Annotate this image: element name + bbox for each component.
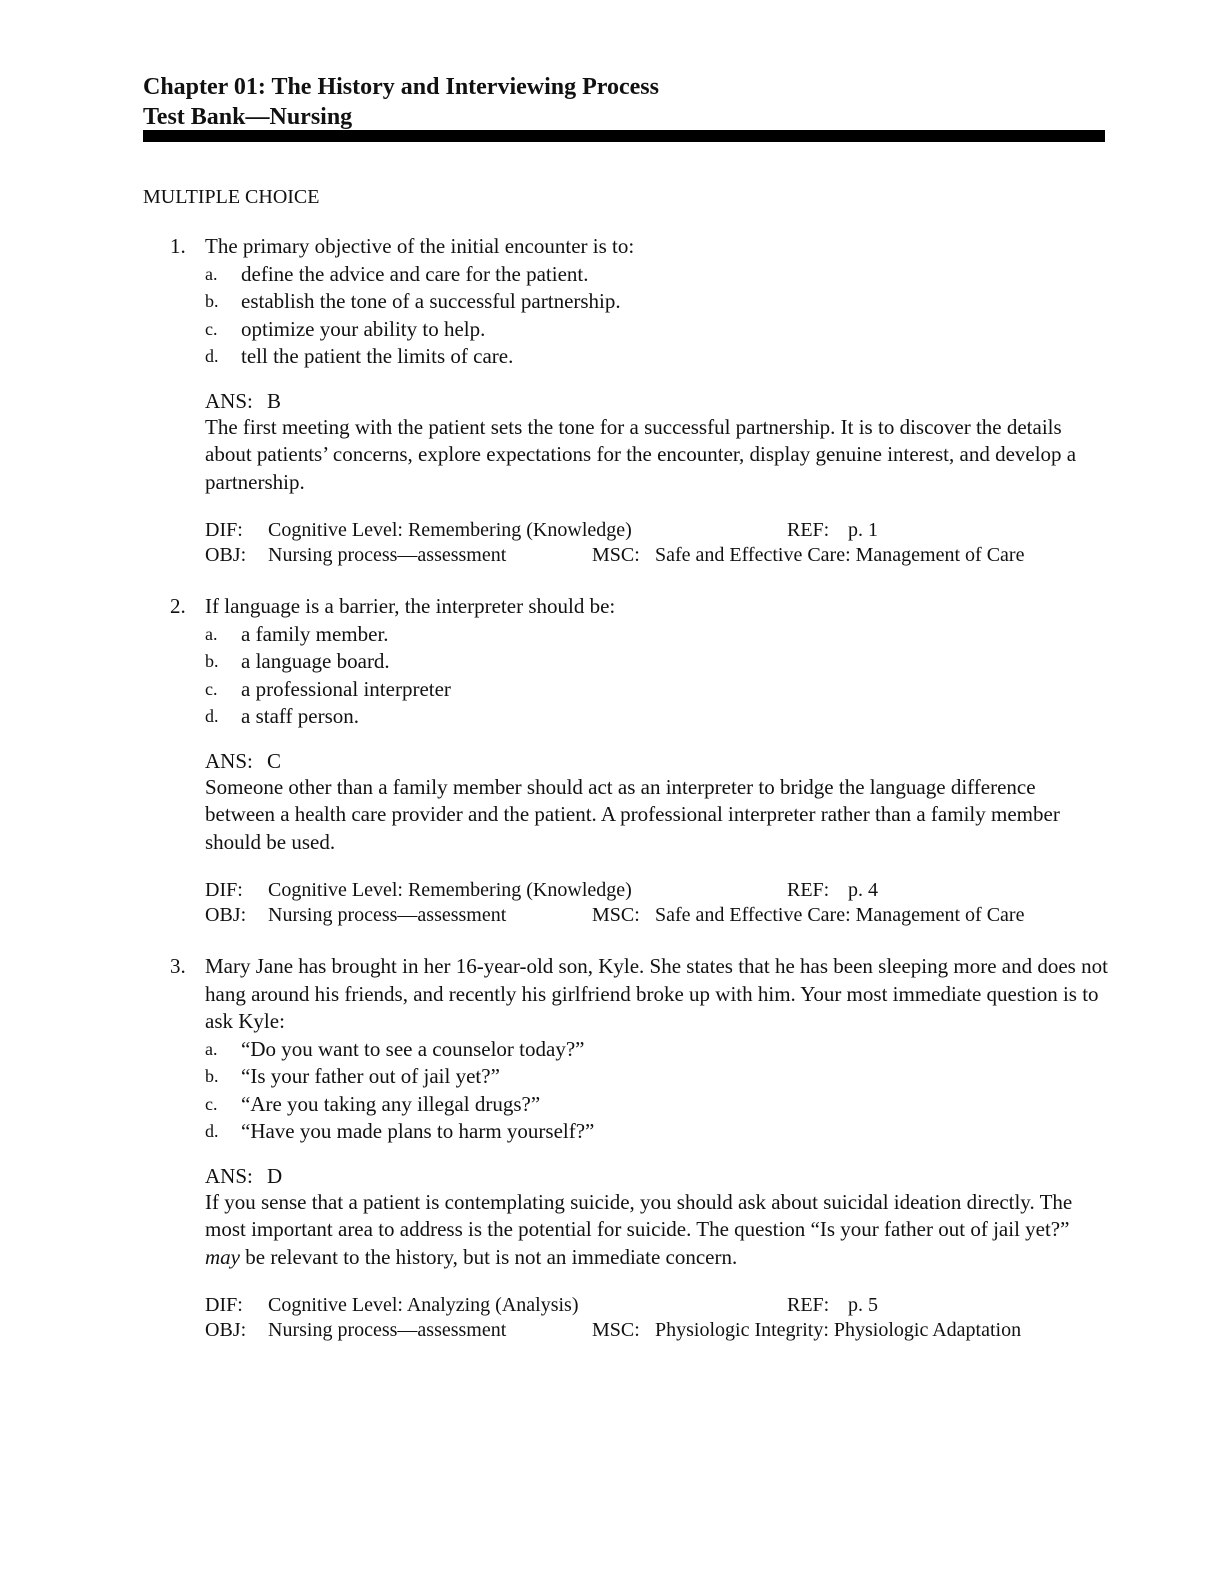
answer-line xyxy=(205,388,1110,414)
answer-options xyxy=(205,1036,1110,1146)
question-stem-row xyxy=(170,593,1110,621)
option-text: “Is your father out of jail yet?” xyxy=(241,1064,500,1088)
option-b xyxy=(205,1063,1110,1091)
answer-options xyxy=(205,621,1110,731)
meta-row-1 xyxy=(205,878,1110,903)
option-letter: a. xyxy=(205,263,218,284)
option-d xyxy=(205,343,1110,371)
chapter-subtitle: Test Bank—Nursing xyxy=(143,104,353,130)
question-stem: If language is a barrier, the interpreter should be: xyxy=(205,594,616,618)
objective: Nursing process—assessment xyxy=(268,1319,507,1341)
option-b xyxy=(205,288,1110,316)
rationale-emphasis: may xyxy=(205,1244,240,1269)
option-letter: b. xyxy=(205,1066,219,1086)
answer-label: ANS: xyxy=(205,388,253,413)
question-stem-row xyxy=(170,233,1110,261)
meta-row-2 xyxy=(205,543,1110,568)
question-3 xyxy=(170,953,1110,1343)
rationale: The first meeting with the patient sets the tone for a successful partnership. It is to discover the details about patients’ concerns, explore expectations for the encounter, display genuine interest, and develop a partnership. xyxy=(205,414,1077,494)
question-stem: The primary objective of the initial encounter is to: xyxy=(205,234,635,258)
header-rule xyxy=(143,130,1105,142)
option-letter: c. xyxy=(205,318,218,339)
obj-label: OBJ: xyxy=(205,544,247,566)
obj-label: OBJ: xyxy=(205,904,247,926)
option-a xyxy=(205,621,1110,649)
section-heading: MULTIPLE CHOICE xyxy=(143,186,320,208)
option-a xyxy=(205,261,1110,289)
objective: Nursing process—assessment xyxy=(268,544,507,566)
option-text: a family member. xyxy=(241,621,389,646)
option-text: tell the patient the limits of care. xyxy=(241,344,514,368)
question-number: 3. xyxy=(170,954,186,978)
option-d xyxy=(205,703,1110,731)
dif-label: DIF: xyxy=(205,879,243,901)
option-letter: d. xyxy=(205,1121,219,1141)
obj-label: OBJ: xyxy=(205,1319,247,1341)
question-metadata xyxy=(205,1293,1110,1343)
difficulty: Cognitive Level: Analyzing (Analysis) xyxy=(268,1294,579,1316)
question-stem: Mary Jane has brought in her 16-year-old son, Kyle. She states that he has been sleeping more and does not hang around his friends, and recently his girlfriend broke up with him. Your most immediate question is to ask Kyle: xyxy=(205,954,1108,1033)
question-stem-row xyxy=(170,953,1110,1036)
difficulty: Cognitive Level: Remembering (Knowledge) xyxy=(268,879,632,901)
question-2 xyxy=(170,593,1110,928)
answer-line xyxy=(205,748,1110,774)
option-letter: c. xyxy=(205,1093,218,1114)
option-text: a professional interpreter xyxy=(241,676,451,701)
objective: Nursing process—assessment xyxy=(268,904,507,926)
answer-key: D xyxy=(267,1163,283,1188)
answer-block xyxy=(205,748,1110,857)
option-d xyxy=(205,1118,1110,1146)
rationale xyxy=(205,1189,1105,1272)
option-text: optimize your ability to help. xyxy=(241,316,486,341)
meta-row-2 xyxy=(205,1318,1110,1343)
option-letter: a. xyxy=(205,1038,218,1059)
msc-label: MSC: xyxy=(592,1319,640,1341)
question-1 xyxy=(170,233,1110,568)
meta-row-1 xyxy=(205,518,1110,543)
option-text: “Do you want to see a counselor today?” xyxy=(241,1036,585,1061)
msc-label: MSC: xyxy=(592,904,640,926)
dif-label: DIF: xyxy=(205,519,243,541)
reference: p. 4 xyxy=(848,879,878,901)
option-a xyxy=(205,1036,1110,1064)
meta-row-1 xyxy=(205,1293,1110,1318)
option-c xyxy=(205,1091,1110,1119)
reference: p. 5 xyxy=(848,1294,878,1316)
rationale-end: be relevant to the history, but is not an immediate concern. xyxy=(245,1244,738,1269)
ref-label: REF: xyxy=(787,1294,830,1316)
answer-block xyxy=(205,1163,1110,1272)
option-letter: b. xyxy=(205,651,219,671)
option-text: define the advice and care for the patient. xyxy=(241,261,589,286)
option-text: a language board. xyxy=(241,649,390,673)
option-letter: d. xyxy=(205,346,219,366)
answer-options xyxy=(205,261,1110,371)
option-b xyxy=(205,648,1110,676)
dif-label: DIF: xyxy=(205,1294,243,1316)
difficulty: Cognitive Level: Remembering (Knowledge) xyxy=(268,519,632,541)
option-text: establish the tone of a successful partnership. xyxy=(241,289,621,313)
option-text: a staff person. xyxy=(241,704,359,728)
option-letter: a. xyxy=(205,623,218,644)
msc: Safe and Effective Care: Management of Care xyxy=(655,904,1025,926)
answer-block xyxy=(205,388,1110,497)
option-letter: d. xyxy=(205,706,219,726)
option-text: “Are you taking any illegal drugs?” xyxy=(241,1091,541,1116)
option-c xyxy=(205,676,1110,704)
meta-row-2 xyxy=(205,903,1110,928)
answer-key: C xyxy=(267,748,282,773)
ref-label: REF: xyxy=(787,519,830,541)
msc: Physiologic Integrity: Physiologic Adaptation xyxy=(655,1319,1022,1341)
answer-label: ANS: xyxy=(205,748,253,773)
msc-label: MSC: xyxy=(592,544,640,566)
page-header xyxy=(143,72,1105,132)
rationale-start: If you sense that a patient is contemplating suicide, you should ask about suicidal ideation directly. The most important area to address is the potential for suicide. The question “Is your father out of jail yet?” xyxy=(205,1189,1073,1241)
rationale: Someone other than a family member should act as an interpreter to bridge the language difference between a health care provider and the patient. A professional interpreter rather than a family member should be used. xyxy=(205,774,1060,854)
answer-key: B xyxy=(267,388,282,413)
reference: p. 1 xyxy=(848,519,878,541)
option-letter: b. xyxy=(205,291,219,311)
option-text: “Have you made plans to harm yourself?” xyxy=(241,1119,595,1143)
question-metadata xyxy=(205,518,1110,568)
chapter-title: Chapter 01: The History and Interviewing Process xyxy=(143,74,659,100)
msc: Safe and Effective Care: Management of Care xyxy=(655,544,1025,566)
ref-label: REF: xyxy=(787,879,830,901)
answer-label: ANS: xyxy=(205,1163,253,1188)
question-metadata xyxy=(205,878,1110,928)
question-number: 2. xyxy=(170,594,186,618)
option-c xyxy=(205,316,1110,344)
answer-line xyxy=(205,1163,1110,1189)
option-letter: c. xyxy=(205,678,218,699)
question-number: 1. xyxy=(170,234,186,258)
